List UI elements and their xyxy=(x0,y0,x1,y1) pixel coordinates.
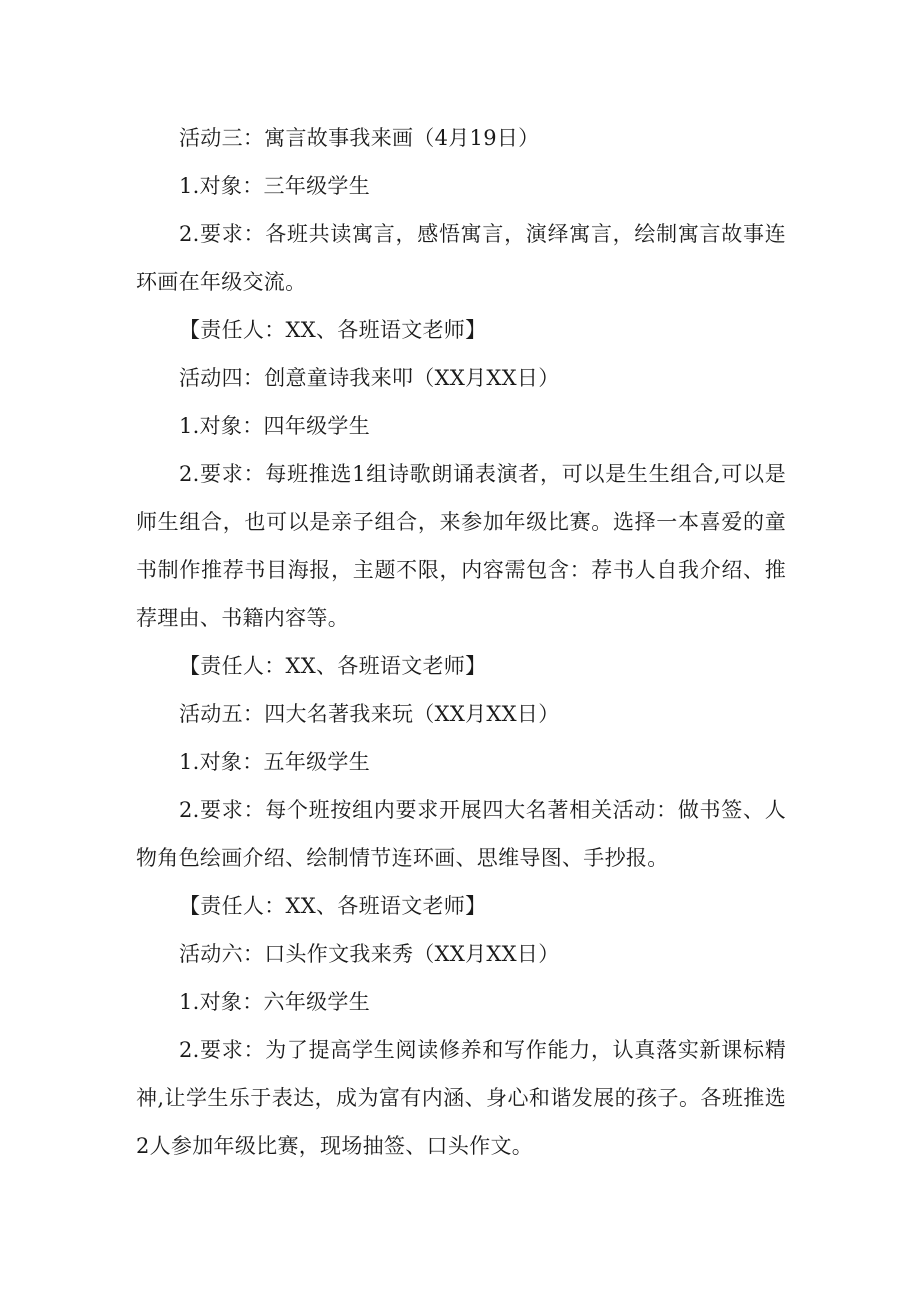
activity-4-target: 1.对象：四年级学生 xyxy=(179,414,371,438)
activity-3-requirement: 2.要求：各班共读寓言，感悟寓言，演绎寓言，绘制寓言故事连环画在年级交流。 xyxy=(136,222,786,294)
activity-5-target: 1.对象：五年级学生 xyxy=(179,750,371,774)
activity-5-title: 活动五：四大名著我来玩（XX月XX日） xyxy=(179,702,560,726)
activity-4-title: 活动四：创意童诗我来叩（XX月XX日） xyxy=(179,366,560,390)
activity-3-title: 活动三：寓言故事我来画（4月19日） xyxy=(179,126,540,150)
activity-5-responsible: 【责任人：XX、各班语文老师】 xyxy=(179,894,487,918)
document-body xyxy=(136,114,786,1170)
activity-4-requirement: 2.要求：每班推选1组诗歌朗诵表演者，可以是生生组合,可以是师生组合，也可以是亲子组合，来参加年级比赛。选择一本喜爱的童书制作推荐书目海报，主题不限，内容需包含：荐书人自我介绍、推荐理由、书籍内容等。 xyxy=(136,462,786,630)
activity-3-target: 1.对象：三年级学生 xyxy=(179,174,371,198)
activity-6-title: 活动六：口头作文我来秀（XX月XX日） xyxy=(179,942,560,966)
activity-4-responsible: 【责任人：XX、各班语文老师】 xyxy=(179,654,487,678)
activity-6-requirement: 2.要求：为了提高学生阅读修养和写作能力，认真落实新课标精神,让学生乐于表达，成为富有内涵、身心和谐发展的孩子。各班推选2人参加年级比赛，现场抽签、口头作文。 xyxy=(136,1038,786,1158)
activity-3-responsible: 【责任人：XX、各班语文老师】 xyxy=(179,318,487,342)
activity-5-requirement: 2.要求：每个班按组内要求开展四大名著相关活动：做书签、人物角色绘画介绍、绘制情节连环画、思维导图、手抄报。 xyxy=(136,798,786,870)
activity-6-target: 1.对象：六年级学生 xyxy=(179,990,371,1014)
